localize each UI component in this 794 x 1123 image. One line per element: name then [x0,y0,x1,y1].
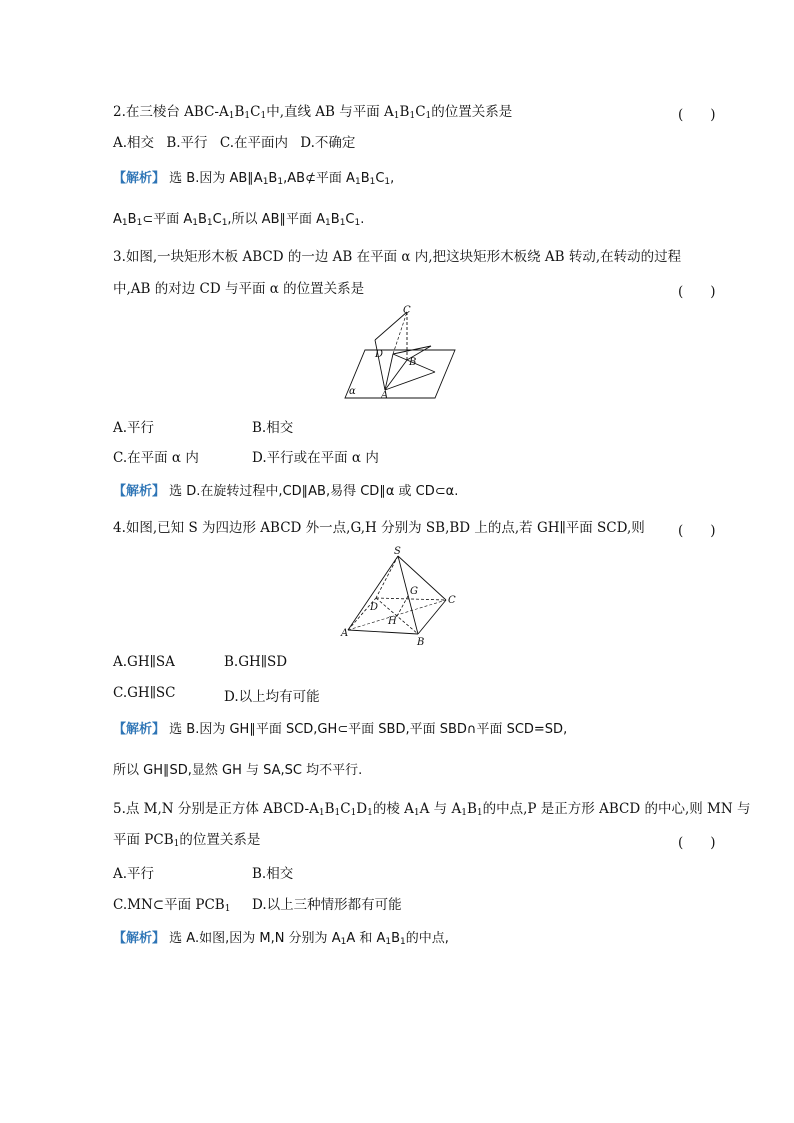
q4-figure [338,544,464,648]
q3-stem-line1: 3.如图,一块矩形木板 ABCD 的一边 AB 在平面 α 内,把这块矩形木板绕 AB 转动,在转动的过程 [113,249,682,265]
q3-option-a[interactable]: A.平行 [113,420,155,436]
q5-stem-line2: 平面 $PCB_1$的位置关系是 [113,832,261,849]
q3-option-c[interactable]: C.在平面 α 内 [113,450,199,466]
q4-label-c: C [448,595,456,606]
q2-option-a[interactable]: A.相交 [113,135,155,151]
q5-option-d[interactable]: D.以上三种情形都有可能 [252,897,402,913]
q5-option-c[interactable]: C.MN⊂平面 $PCB_1$ [113,897,231,914]
q5-analysis: 【解析】 选 A.如图,因为 M,N 分别为 $A_1A$ 和 $A_1B_1$的中点, [113,931,449,947]
q3-figure [335,302,465,402]
q2-stem: 2.在三棱台 ABC-$A_1B_1C_1$中,直线 AB 与平面 $A_1B_1C_1$的位置关系是 [113,104,513,121]
analysis-tag: 【解析】 [113,171,166,186]
q3-option-d[interactable]: D.平行或在平面 α 内 [252,450,379,466]
q4-analysis-line1: 【解析】 选 B.因为 GH∥平面 SCD,GH⊂平面 SBD,平面 SBD∩平面 SCD=SD, [113,722,568,737]
q3-answer-paren: ( ) [678,284,716,300]
q4-label-h: H [388,616,397,627]
q3-label-c: C [403,305,411,316]
analysis-tag: 【解析】 [113,931,166,946]
q5-option-a[interactable]: A.平行 [113,866,155,882]
q4-option-a[interactable]: A.GH∥SA [113,654,175,670]
q4-label-d: D [370,602,379,613]
q3-label-alpha: α [349,386,356,397]
analysis-tag: 【解析】 [113,722,166,737]
q2-analysis-line1: 【解析】 选 B.因为 $AB\parallel A_1B_1,AB⊄$平面 $A_1B_1C_1$, [113,171,395,187]
q2-analysis-line2: $A_1B_1\subset$平面 $A_1B_1C_1$,所以 AB∥平面 $A_1B_1C_1$. [113,212,365,228]
q2-option-d[interactable]: D.不确定 [300,135,356,151]
q3-label-a: A [381,390,389,401]
q4-label-g: G [410,586,418,597]
q4-label-s: S [394,546,401,557]
q4-analysis-line2: 所以 GH∥SD,显然 GH 与 SA,SC 均不平行. [113,763,363,778]
q5-stem-line1: 5.点 M,N 分别是正方体 ABCD-$A_1B_1C_1D_1$的棱 $A_1A$ 与 $A_1B_1$的中点,P 是正方形 ABCD 的中心,则 MN 与 [113,801,751,818]
q4-label-b: B [417,637,425,648]
q4-stem: 4.如图,已知 S 为四边形 ABCD 外一点,G,H 分别为 SB,BD 上的点,若 GH∥平面 SCD,则 [113,520,645,536]
q5-answer-paren: ( ) [678,835,716,851]
q3-option-b[interactable]: B.相交 [252,420,294,436]
q5-option-b[interactable]: B.相交 [252,866,294,882]
analysis-tag: 【解析】 [113,484,166,499]
q3-label-d: D [375,349,384,360]
q3-stem-line2: 中,AB 的对边 CD 与平面 α 的位置关系是 [113,281,365,297]
q4-label-a: A [341,628,349,639]
q3-label-b: B [409,357,417,368]
q4-option-c[interactable]: C.GH∥SC [113,685,176,701]
q2-answer-paren: ( ) [678,107,716,123]
q2-option-b[interactable]: B.平行 [166,135,208,151]
q2-options [113,134,355,152]
q2-option-c[interactable]: C.在平面内 [219,135,288,151]
q3-analysis: 【解析】 选 D.在旋转过程中,CD∥AB,易得 CD∥α 或 CD⊂α. [113,484,459,499]
q4-option-b[interactable]: B.GH∥SD [224,654,288,670]
q4-answer-paren: ( ) [678,523,716,539]
q4-option-d[interactable]: D.以上均有可能 [224,689,320,705]
